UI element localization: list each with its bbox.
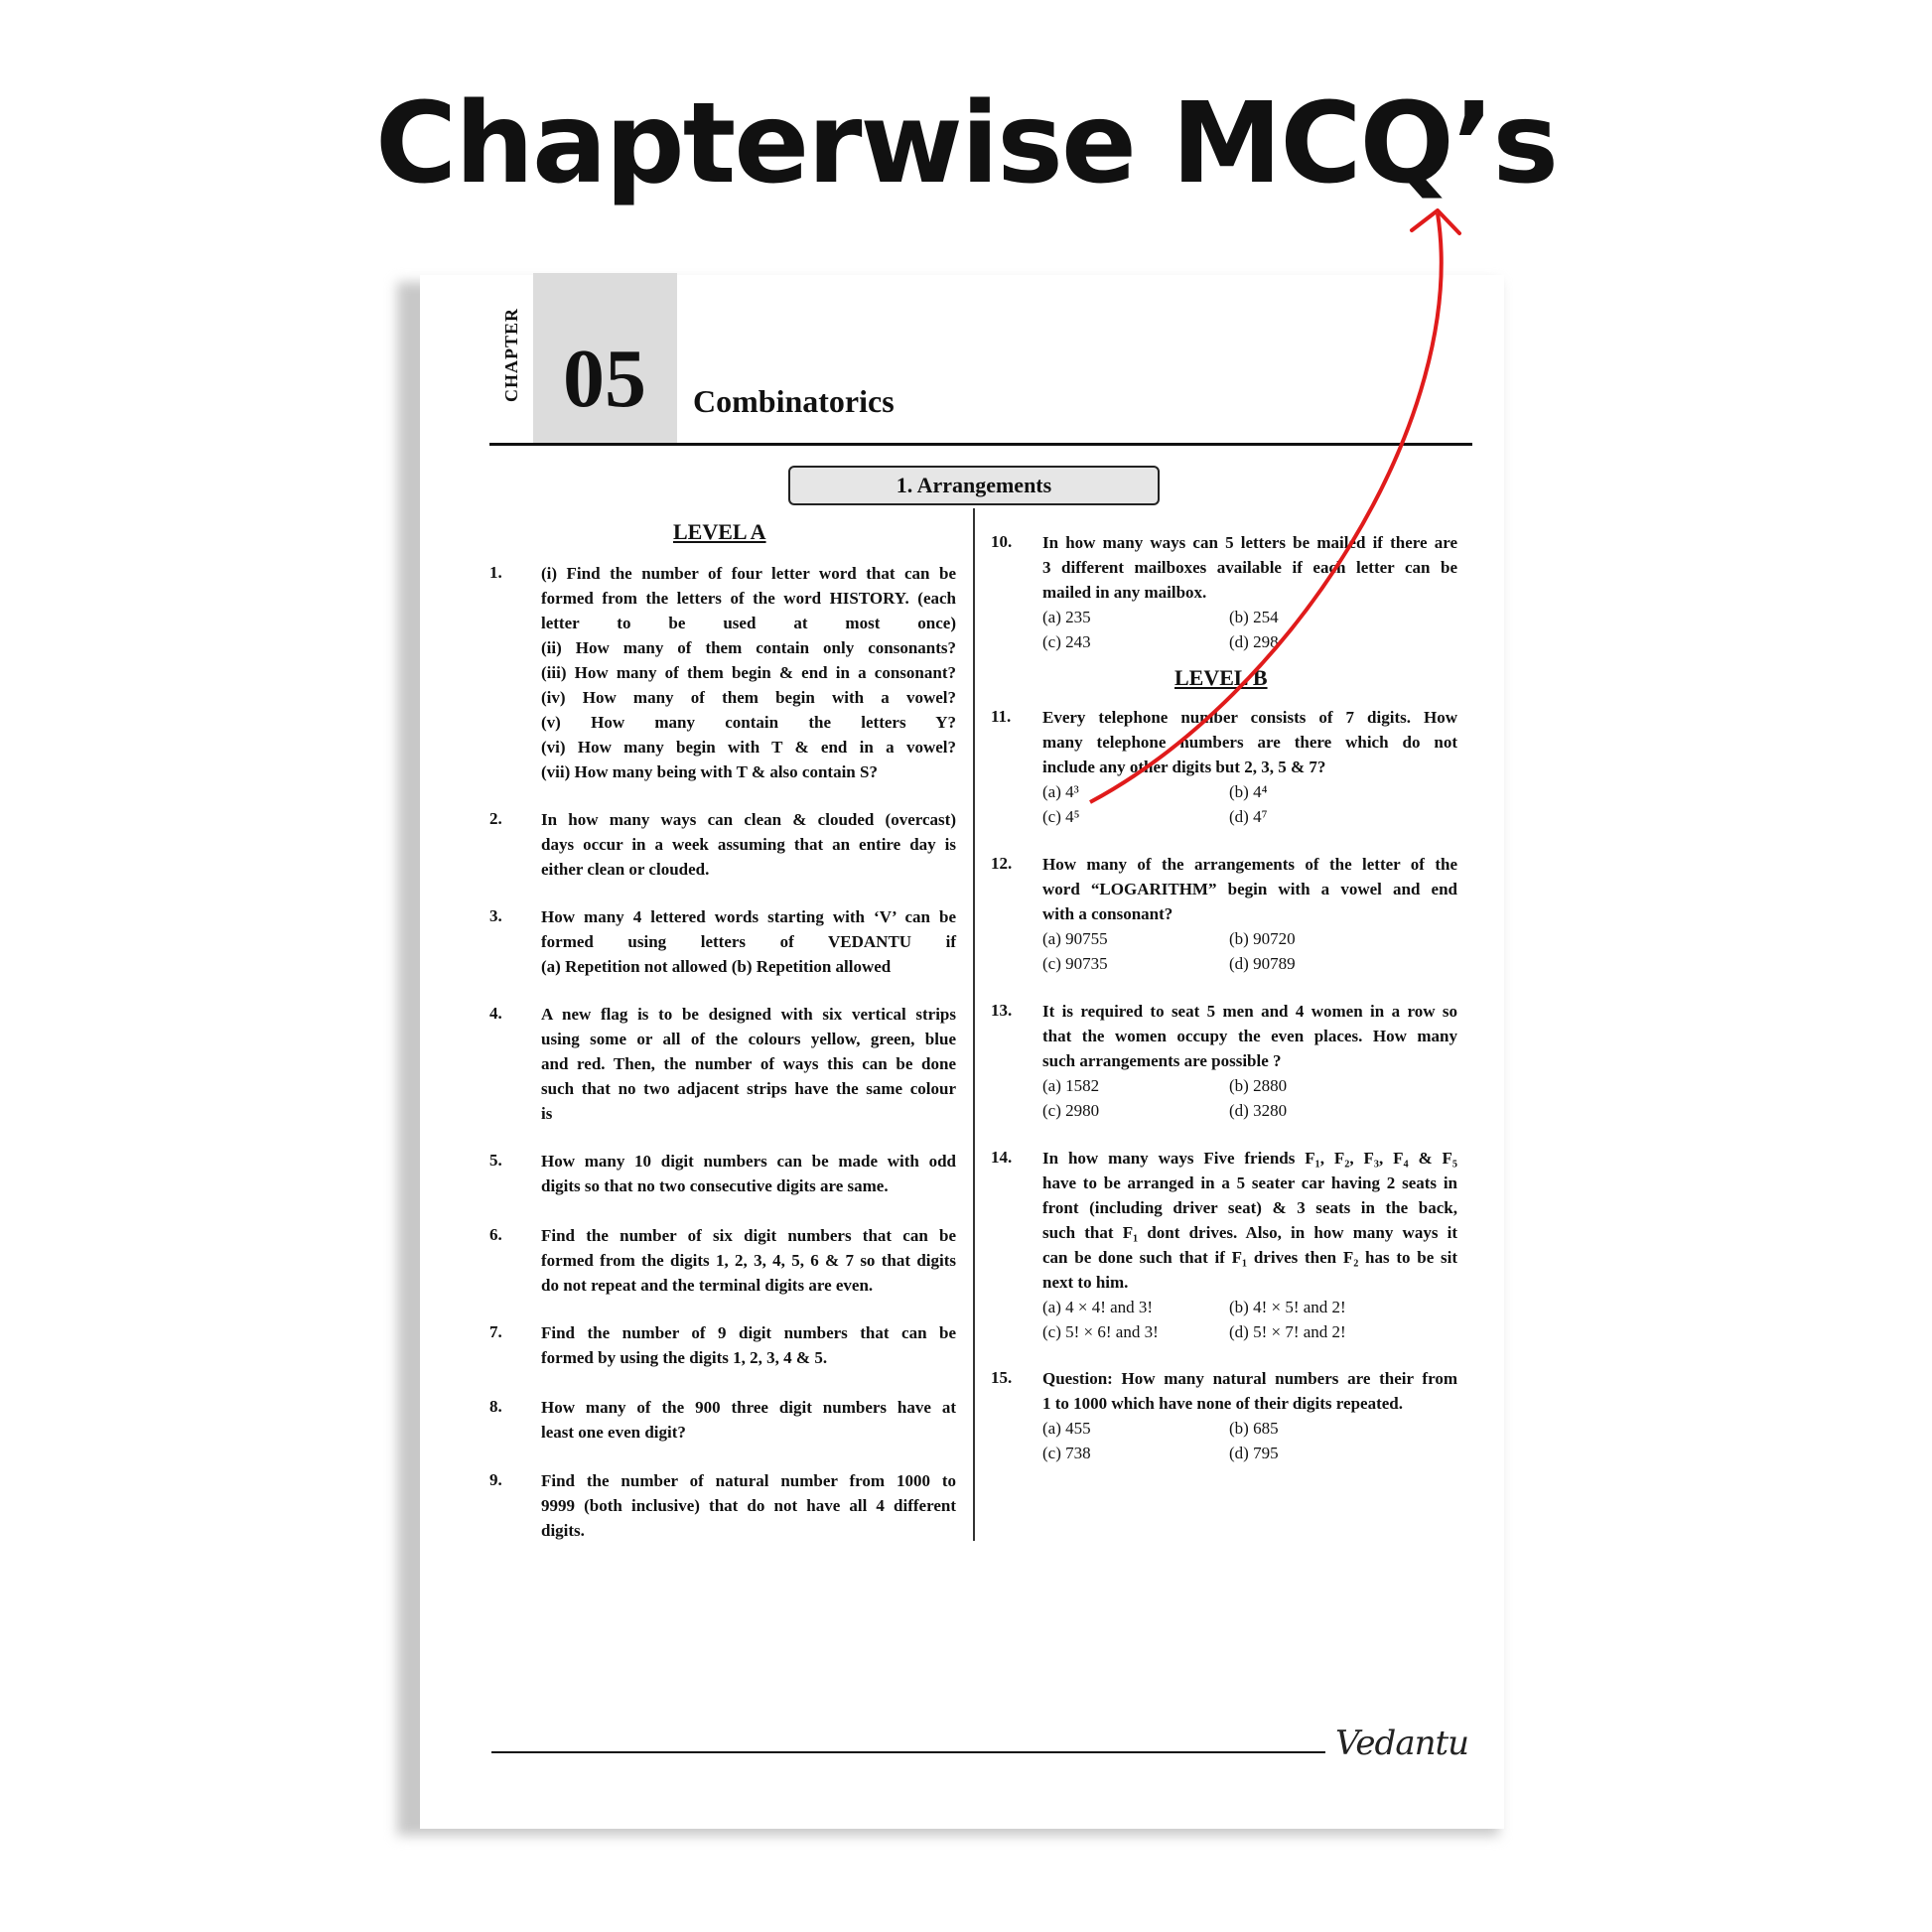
question-number: 14. bbox=[991, 1148, 1013, 1167]
question-number: 8. bbox=[489, 1397, 502, 1416]
question-line: Find the number of 9 digit numbers that can be bbox=[541, 1323, 956, 1342]
question-number: 15. bbox=[991, 1368, 1013, 1387]
answer-option: (b) 4! × 5! and 2! bbox=[1229, 1298, 1346, 1316]
chapter-number: 05 bbox=[563, 333, 646, 425]
question-line: such that F₁ dont drives. Also, in how many ways it bbox=[1042, 1223, 1457, 1242]
question-line: formed from the digits 1, 2, 3, 4, 5, 6 & 7 so that digits bbox=[541, 1251, 956, 1270]
question-line: can be done such that if F₁ drives then F₂ has to be sit bbox=[1042, 1248, 1457, 1267]
question-line: A new flag is to be designed with six vertical strips bbox=[541, 1005, 956, 1024]
question-line: (a) Repetition not allowed (b) Repetition allowed bbox=[541, 957, 892, 976]
question-line: is bbox=[541, 1104, 553, 1123]
answer-option: (d) 3280 bbox=[1229, 1101, 1288, 1120]
answer-option: (b) 254 bbox=[1229, 608, 1279, 626]
question-number: 6. bbox=[489, 1225, 502, 1244]
question-line: such that no two adjacent strips have the same colour bbox=[541, 1079, 956, 1098]
arrow-head bbox=[1412, 210, 1459, 233]
question-line: do not repeat and the terminal digits are even. bbox=[541, 1276, 874, 1295]
question-line: (i) Find the number of four letter word that can be bbox=[541, 564, 956, 583]
chapter-label: CHAPTER bbox=[501, 307, 521, 402]
question-line: How many 4 lettered words starting with ‘V’ can be bbox=[541, 907, 956, 926]
question-number: 3. bbox=[489, 906, 502, 925]
question-line: How many of the arrangements of the letter of the bbox=[1042, 855, 1457, 874]
question-number: 5. bbox=[489, 1151, 502, 1170]
question-line: 9999 (both inclusive) that do not have all 4 different bbox=[541, 1496, 956, 1515]
answer-option: (a) 90755 bbox=[1042, 929, 1108, 948]
question-line: formed from the letters of the word HISTORY. (each bbox=[541, 589, 956, 608]
question-line: formed using letters of VEDANTU if bbox=[541, 932, 956, 951]
vedantu-logo: Vedantu bbox=[1335, 1724, 1469, 1763]
chapter-title: Combinatorics bbox=[693, 383, 895, 419]
answer-option: (c) 4⁵ bbox=[1042, 807, 1080, 826]
question-number: 2. bbox=[489, 809, 502, 828]
question-line: How many 10 digit numbers can be made with odd bbox=[541, 1152, 956, 1171]
level-b-heading: LEVEL B bbox=[1174, 665, 1268, 690]
question-line: Find the number of natural number from 1000 to bbox=[541, 1471, 956, 1490]
answer-option: (a) 4³ bbox=[1042, 782, 1079, 801]
question-line: front (including driver seat) & 3 seats in the back, bbox=[1042, 1198, 1457, 1217]
answer-option: (c) 2980 bbox=[1042, 1101, 1100, 1120]
question-line: digits. bbox=[541, 1521, 585, 1540]
answer-option: (d) 795 bbox=[1229, 1444, 1279, 1462]
answer-option: (a) 1582 bbox=[1042, 1076, 1100, 1095]
answer-option: (c) 90735 bbox=[1042, 954, 1108, 973]
section-heading: 1. Arrangements bbox=[788, 466, 1160, 505]
question-line: (iii) How many of them begin & end in a consonant? bbox=[541, 663, 956, 682]
question-line: (v) How many contain the letters Y? bbox=[541, 713, 956, 732]
question-line: mailed in any mailbox. bbox=[1042, 583, 1207, 602]
question-line: and red. Then, the number of ways this can be done bbox=[541, 1054, 956, 1073]
answer-option: (b) 90720 bbox=[1229, 929, 1296, 948]
answer-option: (c) 5! × 6! and 3! bbox=[1042, 1322, 1159, 1341]
answer-option: (c) 738 bbox=[1042, 1444, 1091, 1462]
question-line: (ii) How many of them contain only consonants? bbox=[541, 638, 956, 657]
question-number: 10. bbox=[991, 532, 1013, 551]
level-a-heading: LEVEL A bbox=[673, 519, 766, 544]
question-line: either clean or clouded. bbox=[541, 860, 710, 879]
answer-option: (c) 243 bbox=[1042, 632, 1091, 651]
answer-option: (b) 2880 bbox=[1229, 1076, 1288, 1095]
question-line: digits so that no two consecutive digits are same. bbox=[541, 1176, 889, 1195]
question-line: have to be arranged in a 5 seater car having 2 seats in bbox=[1042, 1173, 1457, 1192]
question-line: letter to be used at most once) bbox=[541, 614, 956, 632]
question-line: that the women occupy the even places. How many bbox=[1042, 1027, 1457, 1045]
headline: Chapterwise MCQ’s bbox=[375, 79, 1557, 208]
question-line: 1 to 1000 which have none of their digits repeated. bbox=[1042, 1394, 1403, 1413]
question-number: 1. bbox=[489, 563, 502, 582]
question-line: formed by using the digits 1, 2, 3, 4 & 5. bbox=[541, 1348, 828, 1367]
answer-option: (d) 4⁷ bbox=[1229, 807, 1268, 826]
question-line: In how many ways can 5 letters be mailed if there are bbox=[1042, 533, 1457, 552]
question-line: days occur in a week assuming that an entire day is bbox=[541, 835, 956, 854]
question-number: 13. bbox=[991, 1001, 1013, 1020]
question-line: least one even digit? bbox=[541, 1423, 686, 1442]
question-number: 11. bbox=[991, 707, 1012, 726]
answer-option: (b) 4⁴ bbox=[1229, 782, 1268, 801]
question-line: How many of the 900 three digit numbers have at bbox=[541, 1398, 956, 1417]
question-line: (iv) How many of them begin with a vowel? bbox=[541, 688, 956, 707]
answer-option: (b) 685 bbox=[1229, 1419, 1279, 1438]
question-line: many telephone numbers are there which do not bbox=[1042, 733, 1457, 752]
question-line: word “LOGARITHM” begin with a vowel and end bbox=[1042, 880, 1457, 898]
question-line: In how many ways can clean & clouded (overcast) bbox=[541, 810, 956, 829]
answer-option: (d) 298 bbox=[1229, 632, 1279, 651]
question-line: Every telephone number consists of 7 digits. How bbox=[1042, 708, 1457, 727]
question-line: 3 different mailboxes available if each letter can be bbox=[1042, 558, 1457, 577]
question-number: 4. bbox=[489, 1004, 502, 1023]
question-line: Question: How many natural numbers are their from bbox=[1042, 1369, 1457, 1388]
answer-option: (d) 5! × 7! and 2! bbox=[1229, 1322, 1346, 1341]
question-number: 7. bbox=[489, 1322, 502, 1341]
question-line: It is required to seat 5 men and 4 women in a row so bbox=[1042, 1002, 1457, 1021]
question-line: include any other digits but 2, 3, 5 & 7? bbox=[1042, 758, 1326, 776]
question-number: 12. bbox=[991, 854, 1013, 873]
question-line: (vi) How many begin with T & end in a vowel? bbox=[541, 738, 956, 757]
question-line: such arrangements are possible ? bbox=[1042, 1051, 1282, 1070]
question-line: using some or all of the colours yellow, green, blue bbox=[541, 1030, 956, 1048]
arrow-curve bbox=[1090, 213, 1442, 802]
answer-option: (a) 4 × 4! and 3! bbox=[1042, 1298, 1154, 1316]
answer-option: (d) 90789 bbox=[1229, 954, 1296, 973]
answer-option: (a) 235 bbox=[1042, 608, 1091, 626]
question-number: 9. bbox=[489, 1470, 502, 1489]
question-line: In how many ways Five friends F₁, F₂, F₃, F₄ & F₅ bbox=[1042, 1149, 1457, 1168]
answer-option: (a) 455 bbox=[1042, 1419, 1091, 1438]
question-line: Find the number of six digit numbers that can be bbox=[541, 1226, 956, 1245]
question-line: next to him. bbox=[1042, 1273, 1129, 1292]
question-line: with a consonant? bbox=[1042, 904, 1173, 923]
question-line: (vii) How many being with T & also contain S? bbox=[541, 762, 878, 781]
